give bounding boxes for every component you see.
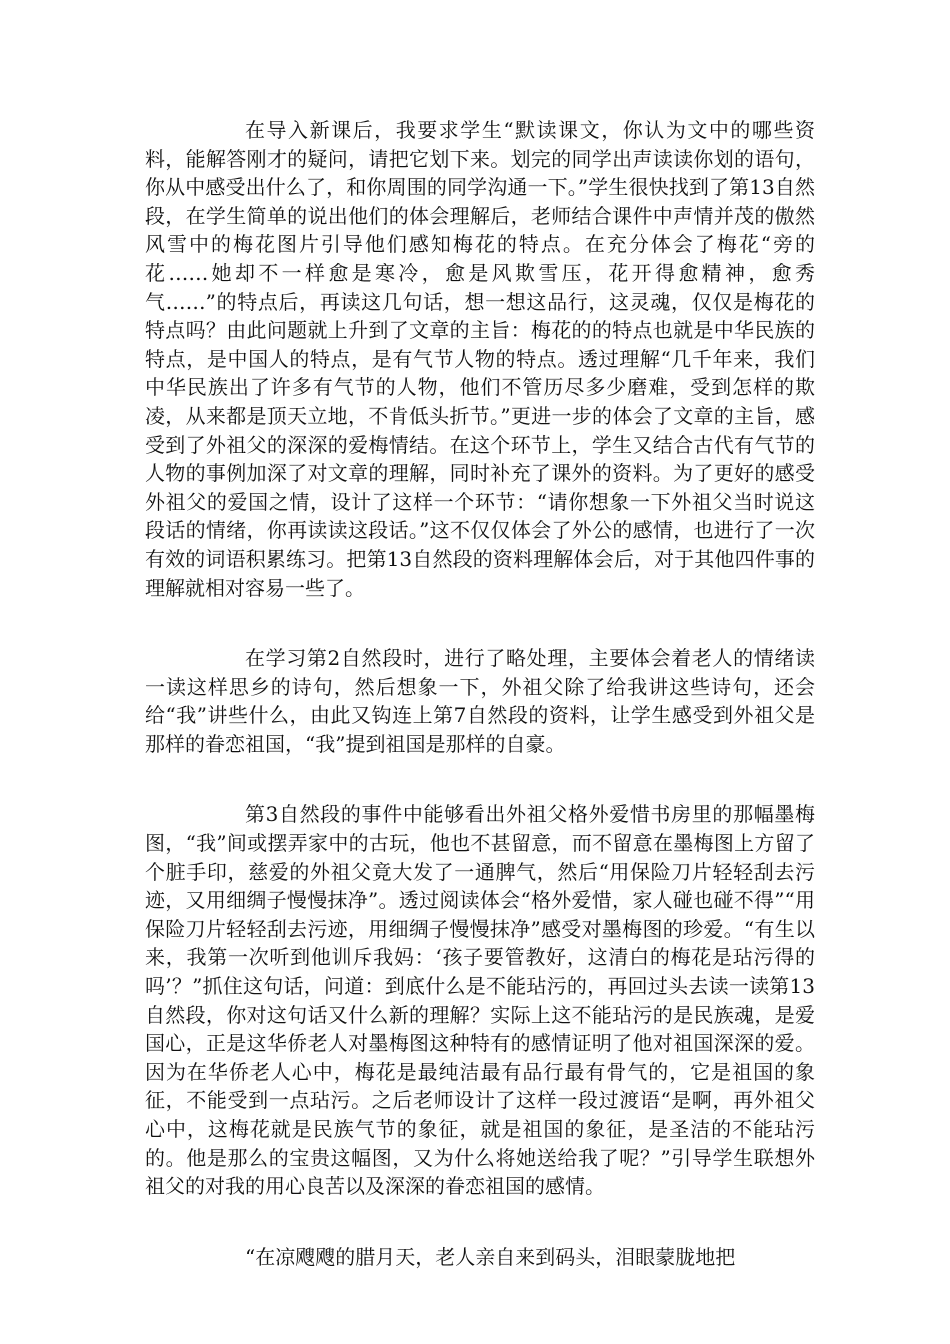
paragraph-4: “在凉飕飕的腊月天，老人亲自来到码头，泪眼蒙胧地把 xyxy=(245,1244,736,1269)
document-page xyxy=(145,116,815,1271)
paragraph-1: 在导入新课后，我要求学生“默读课文，你认为文中的哪些资料，能解答刚才的疑问，请把它划下来。划完的同学出声读读你划的语句，你从中感受出什么了，和你周围的同学沟通一下。”学生很快找到了第13自然段，在学生简单的说出他们的体会理解后，老师结合课件中声情并茂的傲然风雪中的梅花图片引导他们感知梅花的特点。在充分体会了梅花“旁的花……她却不一样愈是寒冷，愈是风欺雪压，花开得愈精神，愈秀气……”的特点后，再读这几句话，想一想这品行，这灵魂，仅仅是梅花的特点吗？由此问题就上升到了文章的主旨：梅花的的特点也就是中华民族的特点，是中国人的特点，是有气节人物的特点。透过理解“几千年来，我们中华民族出了许多有气节的人物，他们不管历尽多少磨难，受到怎样的欺凌，从来都是顶天立地，不肯低头折节。”更进一步的体会了文章的主旨，感受到了外祖父的深深的爱梅情结。在这个环节上，学生又结合古代有气节的人物的事例加深了对文章的理解，同时补充了课外的资料。为了更好的感受外祖父的爱国之情，设计了这样一个环节：“请你想象一下外祖父当时说这段话的情绪，你再读读这段话。”这不仅仅体会了外公的感情，也进行了一次有效的词语积累练习。把第13自然段的资料理解体会后，对于其他四件事的理解就相对容易一些了。 xyxy=(145,118,815,600)
paragraph-2: 在学习第2自然段时，进行了略处理，主要体会着老人的情绪读一读这样思乡的诗句，然后想象一下，外祖父除了给我讲这些诗句，还会给“我”讲些什么，由此又钩连上第7自然段的资料，让学生感受到外祖父是那样的眷恋祖国，“我”提到祖国是那样的自豪。 xyxy=(145,646,815,756)
paragraph-3: 第3自然段的事件中能够看出外祖父格外爱惜书房里的那幅墨梅图，“我”间或摆弄家中的古玩，他也不甚留意，而不留意在墨梅图上方留了个脏手印，慈爱的外祖父竟大发了一通脾气，然后“用保险刀片轻轻刮去污迹，又用细绸子慢慢抹净”。透过阅读体会“格外爱惜，家人碰也碰不得”“用保险刀片轻轻刮去污迹，用细绸子慢慢抹净”感受对墨梅图的珍爱。“有生以来，我第一次听到他训斥我妈：‘孩子要管教好，这清白的梅花是玷污得的吗’？”抓住这句话，问道：到底什么是不能玷污的，再回过头去读一读第13自然段，你对这句话又什么新的理解？实际上这不能玷污的是民族魂，是爱国心，正是这华侨老人对墨梅图这种特有的感情证明了他对祖国深深的爱。因为在华侨老人心中，梅花是最纯洁最有品行最有骨气的，它是祖国的象征，不能受到一点玷污。之后老师设计了这样一段过渡语“是啊，再外祖父心中，这梅花就是民族气节的象征，就是祖国的象征，是圣洁的不能玷污的。他是那么的宝贵这幅图，又为什么将她送给我了呢？”引导学生联想外祖父的对我的用心良苦以及深深的眷恋祖国的感情。 xyxy=(145,802,815,1199)
